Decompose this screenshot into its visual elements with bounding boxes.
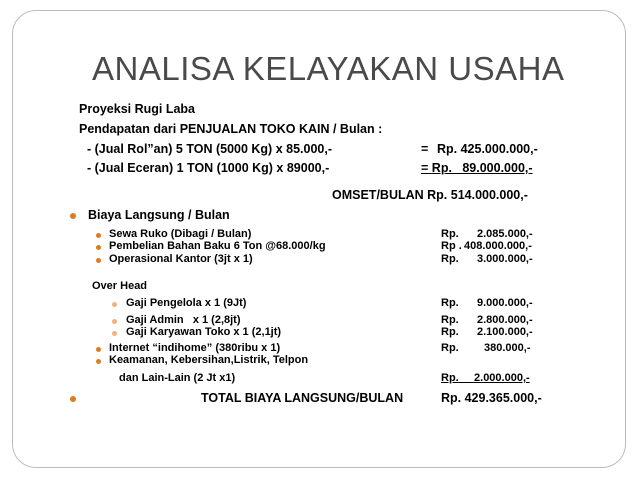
bullet-icon xyxy=(112,302,117,307)
overhead-label: Over Head xyxy=(92,280,148,292)
overhead-item-value: 2.100.000,- xyxy=(477,326,533,338)
lain-value: 2.000.000,- xyxy=(474,372,530,384)
bullet-icon xyxy=(96,245,101,250)
overhead-item-value: 2.800.000,- xyxy=(477,314,533,326)
omset-line: OMSET/BULAN Rp. 514.000.000,- xyxy=(332,188,528,202)
overhead-item-label: Gaji Karyawan Toko x 1 (2,1jt) xyxy=(126,326,282,338)
bullet-icon xyxy=(112,319,117,324)
item-label: Operasional Kantor (3jt x 1) xyxy=(109,253,253,265)
bullet-icon xyxy=(96,233,101,238)
internet-rp: Rp. xyxy=(441,342,459,354)
item-label: Pembelian Bahan Baku 6 Ton @68.000/kg xyxy=(109,240,326,252)
overhead-item-rp: Rp. xyxy=(441,297,459,309)
lain-amount xyxy=(441,372,530,384)
bullet-icon xyxy=(70,396,76,402)
item-value: 2.085.000,- xyxy=(477,228,533,240)
pendapatan-line: Pendapatan dari PENJUALAN TOKO KAIN / Bulan : xyxy=(79,122,383,136)
item-rp: Rp. xyxy=(441,253,459,265)
bullet-icon xyxy=(96,258,101,263)
keamanan-label: Keamanan, Kebersihan,Listrik, Telpon xyxy=(109,354,309,366)
jual-eceran-value xyxy=(421,161,533,175)
item-value: 408.000.000,- xyxy=(464,240,532,252)
lain-rp: Rp. xyxy=(441,372,459,384)
overhead-item-rp: Rp. xyxy=(441,314,459,326)
internet-value: 380.000,- xyxy=(484,342,531,354)
overhead-item-label: Gaji Pengelola x 1 (9Jt) xyxy=(126,297,247,309)
item-label: Sewa Ruko (Dibagi / Bulan) xyxy=(109,228,252,240)
bullet-icon xyxy=(70,213,76,219)
jual-rol-label: - (Jual Rol”an) 5 TON (5000 Kg) x 85.000,- xyxy=(87,142,332,156)
jual-rol-equals: = xyxy=(421,142,429,156)
jual-eceran-label: - (Jual Eceran) 1 TON (1000 Kg) x 89000,- xyxy=(87,161,330,175)
total-value: Rp. 429.365.000,- xyxy=(441,391,542,405)
lain-label: dan Lain-Lain (2 Jt x1) xyxy=(119,372,236,384)
total-label: TOTAL BIAYA LANGSUNG/BULAN xyxy=(201,391,404,405)
jual-eceran-equals: = xyxy=(421,161,429,175)
item-value: 3.000.000,- xyxy=(477,253,533,265)
biaya-header: Biaya Langsung / Bulan xyxy=(88,208,230,222)
overhead-item-value: 9.000.000,- xyxy=(477,297,533,309)
jual-eceran-amount: Rp. 89.000.000,- xyxy=(431,161,533,175)
bullet-icon xyxy=(96,359,101,364)
internet-label: Internet “indihome” (380ribu x 1) xyxy=(109,342,281,354)
jual-rol-value: Rp. 425.000.000,- xyxy=(437,142,538,156)
bullet-icon xyxy=(96,347,101,352)
overhead-item-label: Gaji Admin x 1 (2,8jt) xyxy=(126,314,241,326)
item-rp: Rp. xyxy=(441,228,459,240)
bullet-icon xyxy=(112,331,117,336)
slide-title: ANALISA KELAYAKAN USAHA xyxy=(92,50,565,87)
proyeksi-heading: Proyeksi Rugi Laba xyxy=(79,102,196,116)
item-rp: Rp . xyxy=(441,240,462,252)
overhead-item-rp: Rp. xyxy=(441,326,459,338)
